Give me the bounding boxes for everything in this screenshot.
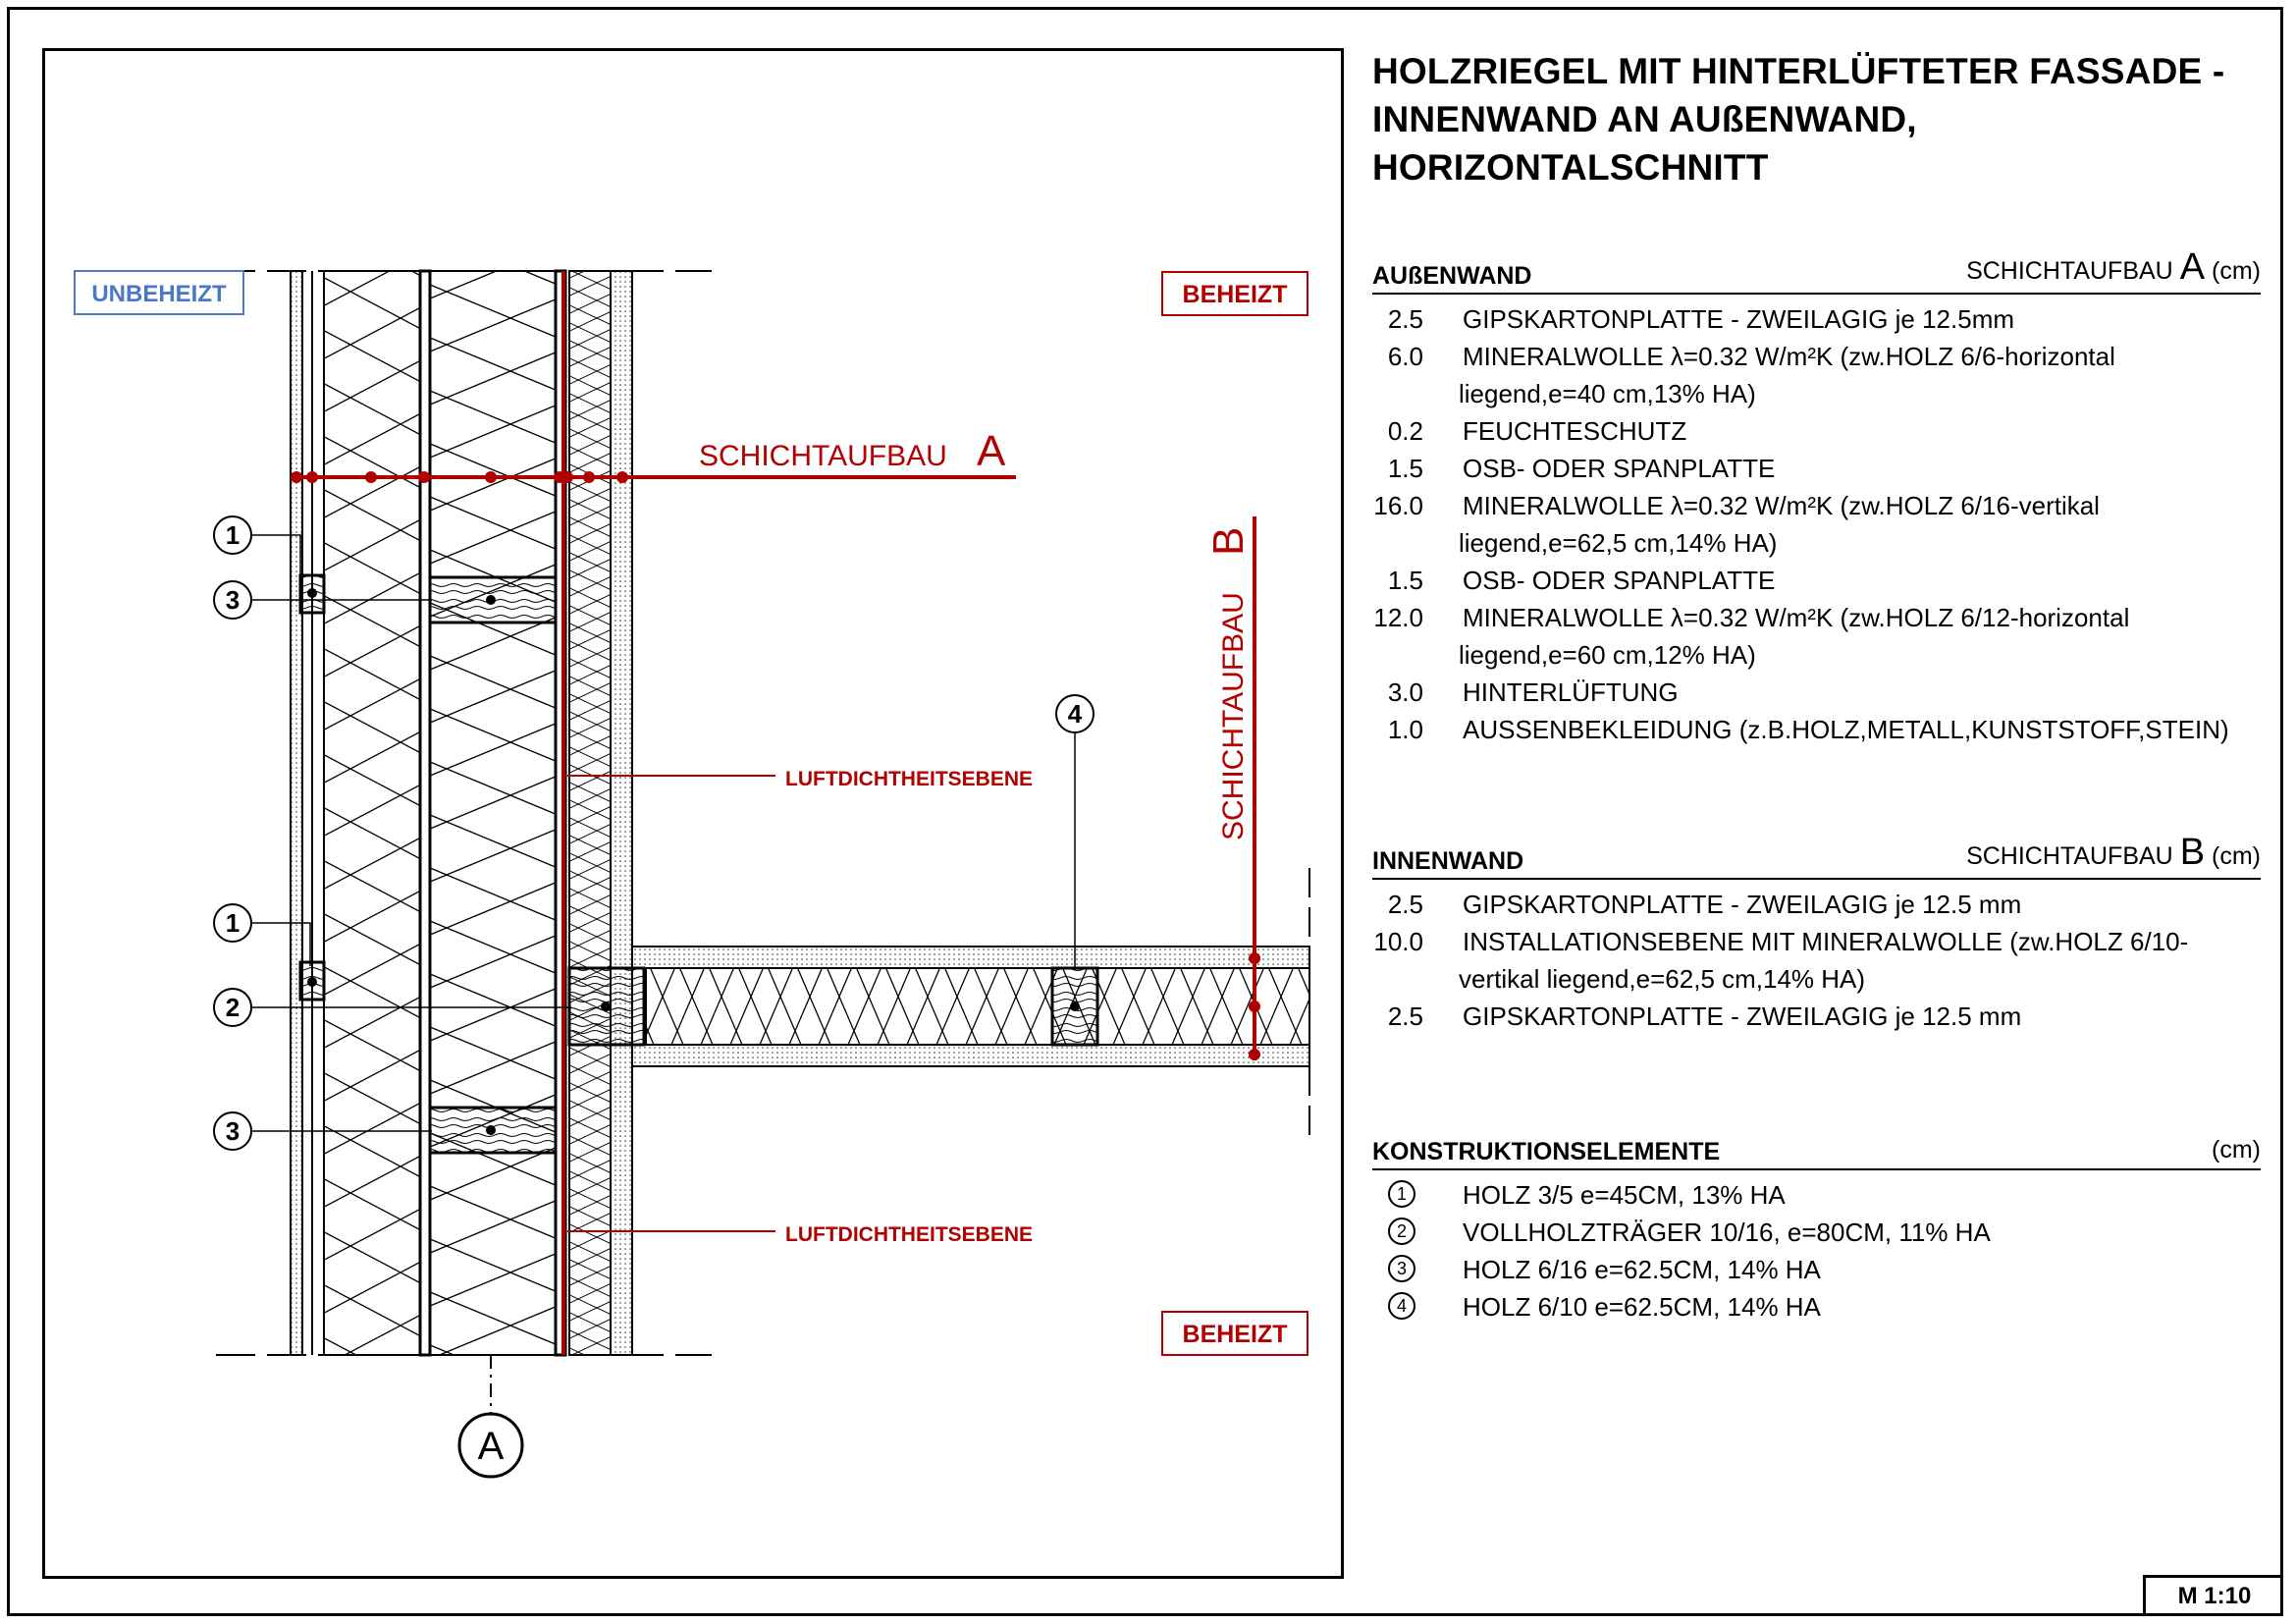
element-description: HOLZ 6/10 e=62.5CM, 14% HA [1463, 1292, 1821, 1322]
legend-row [1372, 524, 2261, 562]
label-unheated: UNBEHEIZT [91, 281, 227, 307]
section-a-marker [561, 471, 573, 483]
legend-row [1372, 923, 2261, 960]
section-a-marker [583, 471, 595, 483]
section-b-label: SCHICHTAUFBAU [1217, 592, 1250, 840]
callout-label: 1 [225, 520, 240, 550]
callout-4 [1056, 695, 1094, 970]
scale-label: M 1:10 [2143, 1575, 2283, 1616]
element-description: HOLZ 3/5 e=45CM, 13% HA [1463, 1180, 1786, 1210]
timber-dot [486, 1125, 496, 1135]
title-block [1372, 47, 2261, 191]
layer-thickness: 3.0 [1387, 677, 1423, 707]
cladding-layer [291, 271, 302, 1355]
layer-description: MINERALWOLLE λ=0.32 W/m²K (zw.HOLZ 6/12-horizontal [1463, 603, 2130, 632]
elements-legend [1372, 1133, 2261, 1326]
timber-dot [307, 977, 317, 987]
elements-unit: (cm) [2212, 1136, 2261, 1164]
callout-label: 3 [225, 1116, 240, 1146]
label-heated-top: BEHEIZT [1182, 281, 1288, 308]
layer-thickness: 2.5 [1387, 890, 1423, 919]
legend-row [1372, 674, 2261, 711]
insulation-outer [324, 271, 424, 1355]
legend-row [1372, 886, 2261, 923]
section-a-marker [418, 471, 430, 483]
osb-board-outer [420, 271, 430, 1355]
layer-description: liegend,e=62,5 cm,14% HA) [1459, 528, 1778, 558]
element-number-badge: 2 [1388, 1218, 1415, 1245]
element-number-badge: 4 [1388, 1292, 1415, 1320]
inner-wall-legend [1372, 832, 2261, 1035]
legend-row [1372, 338, 2261, 375]
layer-thickness: 0.2 [1387, 416, 1423, 446]
airtight-label-2: LUFTDICHTHEITSEBENE [785, 1223, 1033, 1246]
section-a-marker [365, 471, 377, 483]
outer-wall-header [1372, 246, 2261, 295]
element-number-badge: 1 [1388, 1180, 1415, 1208]
layer-description: liegend,e=40 cm,13% HA) [1459, 379, 1756, 408]
outer-wall-legend [1372, 246, 2261, 748]
layer-description: FEUCHTESCHUTZ [1463, 416, 1687, 446]
title-line-2: INNENWAND AN AUßENWAND, [1372, 99, 1917, 139]
legend-row [1372, 1176, 2261, 1214]
insulation-main [430, 271, 558, 1355]
section-b-marker [1249, 1049, 1260, 1060]
callout-label: 3 [225, 585, 240, 615]
legend-row [1372, 375, 2261, 412]
callout-label: 4 [1067, 699, 1083, 729]
axis-label-a: A [477, 1425, 505, 1468]
inner-wall-rows [1372, 886, 2261, 1035]
layer-description: vertikal liegend,e=62,5 cm,14% HA) [1459, 964, 1866, 994]
timber-dot [1070, 1001, 1080, 1011]
element-number-badge: 3 [1388, 1255, 1415, 1282]
title-line-1: HOLZRIEGEL MIT HINTERLÜFTETER FASSADE - [1372, 51, 2225, 91]
layer-description: MINERALWOLLE λ=0.32 W/m²K (zw.HOLZ 6/16-vertikal [1463, 491, 2100, 520]
layer-thickness: 1.5 [1387, 566, 1423, 595]
layer-description: GIPSKARTONPLATTE - ZWEILAGIG je 12.5 mm [1463, 1001, 2022, 1031]
layer-description: GIPSKARTONPLATTE - ZWEILAGIG je 12.5 mm [1463, 890, 2022, 919]
airtight-label-1: LUFTDICHTHEITSEBENE [785, 768, 1033, 790]
legend-row [1372, 711, 2261, 748]
outer-wall-unit: (cm) [2212, 257, 2261, 285]
legend-row [1372, 1214, 2261, 1251]
inner-wall-gypsum-bottom [632, 1045, 1309, 1066]
legend-row [1372, 562, 2261, 599]
element-description: HOLZ 6/16 e=62.5CM, 14% HA [1463, 1255, 1821, 1284]
insulation-inner [569, 271, 611, 1355]
outer-wall-heading: AUßENWAND [1372, 262, 1532, 290]
callout-1-upper [214, 516, 300, 579]
layer-thickness: 2.5 [1387, 1001, 1423, 1031]
layer-description: GIPSKARTONPLATTE - ZWEILAGIG je 12.5mm [1463, 304, 2015, 334]
legend-row [1372, 636, 2261, 674]
inner-wall-insulation [646, 968, 1309, 1045]
layer-description: AUSSENBEKLEIDUNG (z.B.HOLZ,METALL,KUNSTSTOFF,STEIN) [1463, 715, 2229, 744]
layer-description: OSB- ODER SPANPLATTE [1463, 454, 1776, 483]
layer-description: MINERALWOLLE λ=0.32 W/m²K (zw.HOLZ 6/6-horizontal [1463, 342, 2115, 371]
callout-label: 1 [225, 908, 240, 938]
elements-heading: KONSTRUKTIONSELEMENTE [1372, 1138, 1721, 1165]
element-description: VOLLHOLZTRÄGER 10/16, e=80CM, 11% HA [1463, 1218, 1991, 1247]
section-a-marker [616, 471, 628, 483]
layer-thickness: 12.0 [1373, 603, 1423, 632]
section-b-letter: B [1204, 526, 1253, 556]
section-a-marker [485, 471, 497, 483]
inner-wall-layer-caption [1966, 832, 2261, 874]
legend-row [1372, 450, 2261, 487]
legend-row [1372, 412, 2261, 450]
legend-row [1372, 998, 2261, 1035]
section-a-marker [291, 471, 302, 483]
inner-wall-layer-label: SCHICHTAUFBAU [1966, 842, 2173, 870]
outer-wall-layer-caption [1966, 246, 2261, 289]
layer-thickness: 1.5 [1387, 454, 1423, 483]
legend-row [1372, 1288, 2261, 1326]
callout-label: 2 [225, 993, 240, 1022]
layer-thickness: 1.0 [1387, 715, 1423, 744]
layer-thickness: 2.5 [1387, 304, 1423, 334]
inner-wall-header [1372, 832, 2261, 880]
outer-wall-rows [1372, 300, 2261, 748]
elements-rows [1372, 1176, 2261, 1326]
legend-row [1372, 960, 2261, 998]
title-line-3: HORIZONTALSCHNITT [1372, 147, 1769, 188]
layer-description: INSTALLATIONSEBENE MIT MINERALWOLLE (zw.HOLZ 6/10- [1463, 927, 2189, 956]
layer-thickness: 10.0 [1373, 927, 1423, 956]
section-a-letter: A [977, 427, 1006, 475]
layer-thickness: 16.0 [1373, 491, 1423, 520]
legend-row [1372, 300, 2261, 338]
section-a-marker [306, 471, 318, 483]
outer-wall-layer-letter: A [2179, 246, 2206, 288]
layer-description: OSB- ODER SPANPLATTE [1463, 566, 1776, 595]
elements-header [1372, 1133, 2261, 1170]
legend-row [1372, 599, 2261, 636]
section-a-label: SCHICHTAUFBAU [699, 440, 947, 472]
section-b-marker [1249, 952, 1260, 964]
timber-dot [307, 588, 317, 598]
gypsum-board-outer-wall [611, 271, 632, 1355]
legend-row [1372, 1251, 2261, 1288]
section-b-marker [1249, 1001, 1260, 1012]
legend-row [1372, 487, 2261, 524]
inner-wall-heading: INNENWAND [1372, 847, 1524, 875]
layer-description: liegend,e=60 cm,12% HA) [1459, 640, 1756, 670]
inner-wall-gypsum-top [632, 947, 1309, 968]
timber-dot [486, 595, 496, 605]
label-heated-bottom: BEHEIZT [1182, 1321, 1288, 1348]
inner-wall-unit: (cm) [2212, 842, 2261, 870]
inner-wall-layer-letter: B [2179, 832, 2206, 873]
layer-description: HINTERLÜFTUNG [1463, 677, 1679, 707]
outer-wall-layer-label: SCHICHTAUFBAU [1966, 257, 2173, 285]
timber-dot [601, 1001, 611, 1011]
layer-thickness: 6.0 [1387, 342, 1423, 371]
